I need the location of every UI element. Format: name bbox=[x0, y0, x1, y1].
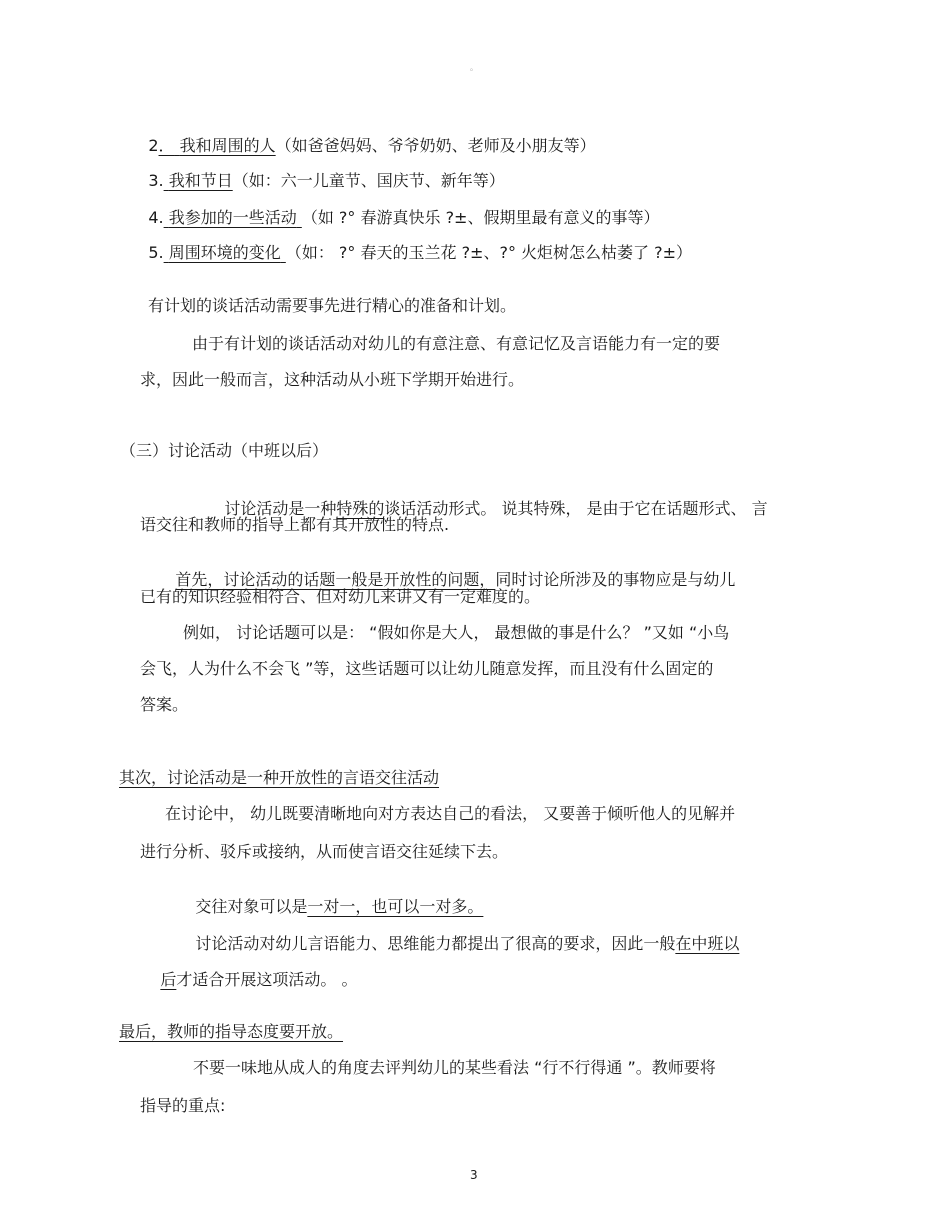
list-item: 2． 我和周围的人（如爸爸妈妈、爷爷奶奶、老师及小朋友等） bbox=[148, 136, 596, 155]
paragraph: 有计划的谈话活动需要事先进行精心的准备和计划。 bbox=[148, 296, 517, 315]
paragraph: 后才适合开展这项活动。 。 bbox=[160, 970, 358, 989]
paragraph: 不要一味地从成人的角度去评判幼儿的某些看法 “行不行得通 ”。教师要将 bbox=[193, 1058, 716, 1077]
paragraph: 语交往和教师的指导上都有其开放性的特点. bbox=[140, 515, 450, 534]
paragraph: 求，因此一般而言，这种活动从小班下学期开始进行。 bbox=[140, 370, 525, 389]
paragraph: 例如， 讨论话题可以是： “假如你是大人， 最想做的事是什么？ ”又如 “小鸟 bbox=[183, 623, 730, 642]
paragraph: 会飞，人为什么不会飞 ”等，这些话题可以让幼儿随意发挥，而且没有什么固定的 bbox=[140, 659, 714, 678]
paragraph: 指导的重点: bbox=[140, 1096, 226, 1115]
paragraph: 由于有计划的谈话活动对幼儿的有意注意、有意记忆及言语能力有一定的要 bbox=[192, 334, 721, 353]
list-item: 4. 我参加的一些活动 （如 ?° 春游真快乐 ?±、假期里最有意义的事等） bbox=[148, 208, 660, 227]
paragraph: 首先，讨论活动的话题一般是开放性的问题，同时讨论所涉及的事物应是与幼儿 bbox=[175, 570, 736, 589]
subsection-heading: 其次，讨论活动是一种开放性的言语交往活动 bbox=[119, 768, 440, 787]
list-item: 3. 我和节日（如：六一儿童节、国庆节、新年等） bbox=[148, 171, 505, 190]
section-heading: （三）讨论活动（中班以后） bbox=[120, 441, 329, 460]
paragraph: 讨论活动是一种特殊的谈话活动形式。 说其特殊， 是由于它在话题形式、 言 bbox=[224, 499, 768, 518]
paragraph: 答案。 bbox=[140, 695, 189, 714]
list-item: 5. 周围环境的变化 （如： ?° 春天的玉兰花 ?±、?° 火炬树怎么枯萎了 ?±） bbox=[148, 243, 693, 262]
paragraph: 已有的知识经验相符合、但对幼儿来讲又有一定难度的。 bbox=[140, 587, 541, 606]
paragraph: 进行分析、驳斥或接纳，从而使言语交往延续下去。 bbox=[140, 842, 509, 861]
paragraph: 讨论活动对幼儿言语能力、思维能力都提出了很高的要求，因此一般在中班以 bbox=[195, 934, 740, 953]
paragraph: 在讨论中， 幼儿既要清晰地向对方表达自己的看法， 又要善于倾听他人的见解并 bbox=[165, 804, 736, 823]
paragraph: 交往对象可以是一对一，也可以一对多。 bbox=[195, 897, 484, 916]
subsection-heading: 最后，教师的指导态度要开放。 bbox=[119, 1022, 344, 1041]
header-mark: 。 bbox=[470, 63, 478, 72]
page-number: 3 bbox=[470, 1168, 478, 1182]
